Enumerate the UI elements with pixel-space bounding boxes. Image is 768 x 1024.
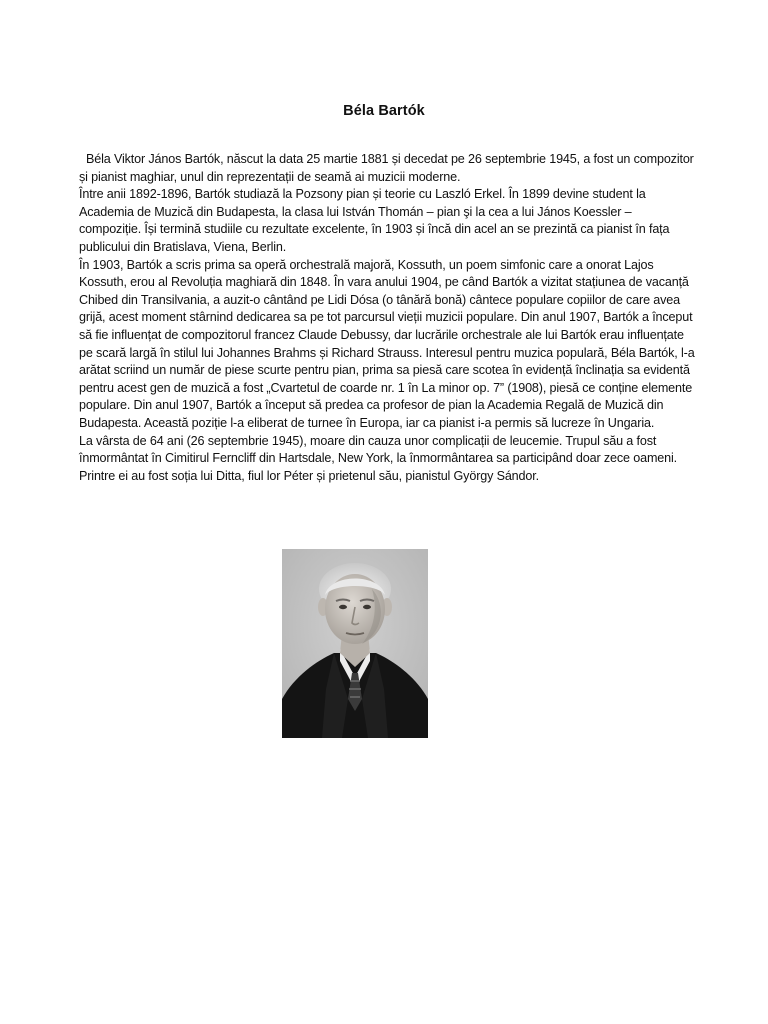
- paragraph-intro: Béla Viktor János Bartók, născut la data 25 martie 1881 și decedat pe 26 septembrie 1945, a fost un compozitor și pianist maghiar, unul din reprezentații de seamă ai muzicii moderne.: [79, 152, 694, 184]
- document-title: Béla Bartók: [343, 103, 425, 119]
- document-body: [79, 151, 695, 485]
- paragraph-education: Între anii 1892-1896, Bartók studiază la Pozsony pian și teorie cu Laszló Erkel. În 1899 devine student la Academia de Muzică din Budapesta, la clasa lui István Thomán – pian şi la cea a lui János Koessler – compoziție. Își termină studiile cu rezultate excelente, în 1903 și încă din acel an se prezintă ca pianist în fața publicului din Bratislava, Viena, Berlin.: [79, 187, 670, 254]
- portrait-photo: [282, 549, 428, 738]
- paragraph-death: La vârsta de 64 ani (26 septembrie 1945), moare din cauza unor complicații de leucemie. Trupul său a fost înmormântat în Cimitirul Ferncliff din Hartsdale, New York, la înmormântarea sa participând doar zece oameni. Printre ei au fost soția lui Ditta, fiul lor Péter și prietenul său, pianistul György Sándor.: [79, 433, 677, 483]
- paragraph-career: În 1903, Bartók a scris prima sa operă orchestrală majoră, Kossuth, un poem simfonic care a onorat Lajos Kossuth, erou al Revoluția maghiară din 1848. În vara anului 1904, pe când Bartók a vizitat stațiunea de vacanță Chibed din Transilvania, a auzit-o cântând pe Lidi Dósa (o tânără bonă) cântece populare copiilor de care avea grijă, acest moment stârnind dedicarea sa pe tot parcursul vieții muzicii populare. Din anul 1907, Bartók a început să fie influențat de compozitorul francez Claude Debussy, dar lucrările orchestrale ale lui Bartók erau influențate pe scară largă în stilul lui Johannes Brahms și Richard Strauss. Interesul pentru muzica populară, Béla Bartók, l-a arătat scriind un număr de piese scurte pentru pian, prima sa piesă care scotea în evidență înclinația sa evidentă pentru acest gen de muzică a fost „Cvartetul de coarde nr. 1 în La minor op. 7” (1908), piesă ce conține elemente populare. Din anul 1907, Bartók a început să predea ca profesor de pian la Academia Regală de Muzică din Budapesta. Această poziție l-a eliberat de turnee în Europa, iar ca pianist i-a permis să lucreze în Ungaria.: [79, 257, 695, 430]
